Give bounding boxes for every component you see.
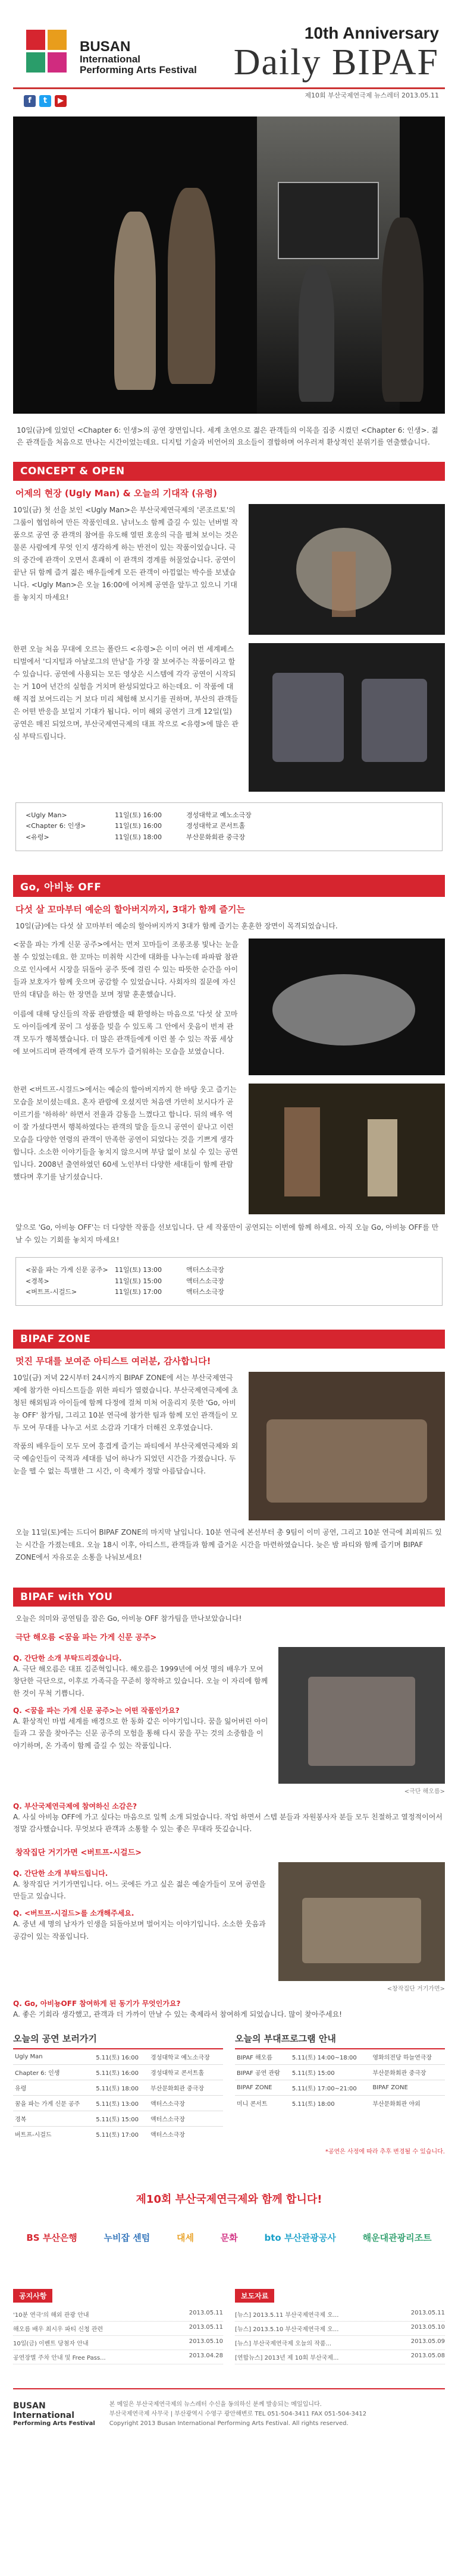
section-heading: CONCEPT & OPEN <box>13 462 445 481</box>
ghost-photo <box>249 643 445 792</box>
section-subheading: 멋진 무대를 보여준 아티스트 여러분, 감사합니다! <box>15 1355 211 1366</box>
list-item[interactable]: [뉴스] 2013.5.10 부산국제연극제 오... 2013.05.10 <box>235 2322 445 2336</box>
list-item[interactable]: '10분 연극'의 해외 관광 안내 2013.05.11 <box>13 2307 223 2322</box>
schedule-note: *공연은 사정에 따라 추후 변경될 수 있습니다. <box>325 2149 445 2156</box>
youtube-icon[interactable]: ▶ <box>55 95 67 107</box>
festival-logo-mark <box>24 24 77 77</box>
paragraph: 오늘 11일(토)에는 드디어 BIPAF ZONE의 마지막 날입니다. 10분 연극에 본선부터 총 9팀이 이미 공연, 그리고 10분 연극에 최피워드 있는 시간을 가졌는데요. 오늘 18시 이후, 아티스트, 관객들과 함께 즐거운 시간을 마련하였습니다. 늦은 밤 파티와 함께 즐기며 BIPAF ZONE에서 자유로운 소통을 나눠보세요! <box>15 1528 442 1561</box>
show-time: 11일(토) 16:00 <box>115 822 162 830</box>
question: Q. 간단한 소개 부탁드립니다. <box>13 1869 108 1878</box>
schedule-tables <box>13 2032 445 2142</box>
photo-caption: <극단 해오름> <box>404 1788 445 1795</box>
social-links <box>24 95 67 107</box>
table-row[interactable]: 경복 5.11(토) 15:00 액터스소극장 <box>13 2111 223 2127</box>
show-title: <꿈을 파는 가게 신문 공주> <box>26 1265 108 1274</box>
schedule-title: 오늘의 공연 보러가기 <box>13 2033 97 2045</box>
list-item[interactable]: 10일(금) 이벤트 당첨자 안내 2013.05.10 <box>13 2336 223 2350</box>
sponsor-logo[interactable]: bto 부산관광공사 <box>264 2232 336 2244</box>
answer: A. 극단 해오름은 대표 김준혁입니다. 해오름은 1999년에 여섯 명의 배우가 모여 창단한 극단으로, 이후로 가족극을 꾸준히 창작하고 있습니다. 오늘 이 자리에 함께한 것이 무척 기쁩니다. <box>13 1664 268 1698</box>
show-venue: 부산문화회관 중극장 <box>186 833 246 842</box>
list-item[interactable]: [뉴스] 부산국제연극제 오늘의 작품... 2013.05.09 <box>235 2336 445 2350</box>
question: Q. <꿈을 파는 가게 신문 공주>는 어떤 작품인가요? <box>13 1706 180 1715</box>
troupe-photo <box>278 1647 445 1784</box>
performance-table <box>13 2048 223 2142</box>
sponsor-logo[interactable]: 대세 <box>177 2232 194 2244</box>
sponsor-logo[interactable]: 해운대관광리조트 <box>362 2232 432 2244</box>
notice-board <box>13 2289 223 2364</box>
paragraph: 오늘은 의미와 공연팀을 잡은 Go, 아비뇽 OFF 참가팀을 만나보았습니다! <box>15 1614 242 1623</box>
paragraph: 10일(금)에는 다섯 살 꼬마부터 예순의 할아버지까지 3대가 함께 즐기는 훈훈한 장면이 목격되었습니다. <box>15 921 338 930</box>
table-row[interactable]: Ugly Man 5.11(토) 16:00 경성대학교 예노소극장 <box>13 2049 223 2065</box>
section-with-you <box>13 1588 445 2020</box>
newsletter-title: Daily BIPAF <box>233 42 439 83</box>
show-time: 11일(토) 13:00 <box>115 1265 162 1274</box>
facebook-icon[interactable]: f <box>24 95 36 107</box>
answer: A. 환상적인 마법 세계를 배경으로 한 동화 같은 이야기입니다. 꿈을 잃어버린 아이들과 그 꿈을 찾아주는 신문 공주의 모험을 통해 다시 꿈을 꾸는 것의 소중함을 이야기하며, 온 가족이 함께 즐길 수 있는 작품입니다. <box>13 1717 268 1750</box>
answer: A. 창작집단 거기가면입니다. 어느 곳에든 가고 싶은 젊은 예술가들이 모여 공연을 만들고 있습니다. <box>13 1879 266 1901</box>
section-heading: BIPAF with YOU <box>13 1588 445 1607</box>
footer-logo: BUSAN International Performing Arts Festival <box>13 2401 95 2427</box>
paragraph: 10일(금) 첫 선을 보인 <Ugly Man>은 부산국제연극제의 '콘조르토'의 그룹이 협업하여 만든 작품인데요. 남녀노소 함께 즐길 수 있는 넌버벌 작품으로 공연 중 관객의 참여를 유도해 열띤 호응의 극을 펼쳐 보이는 것은 물론 사람에게 무엇 인지 생각하게 하는 반전이 있는 작품이었습니다. 극의 중간에 관객이 오면서 흔쾌히 이 관객의 경계를 허물었습니다. 공연이 끝난 뒤 함께 즐겨 젊은 배우들에게 모든 관객이 아낌없는 박수를 보냈습니다. <Ugly Man>은 오늘 16:00에 어저께 공연을 앞두고 있으니 기대를 놓치지 마세요! <box>13 505 239 602</box>
table-row[interactable]: Chapter 6: 인생 5.11(토) 16:00 경성대학교 콘서트홀 <box>13 2065 223 2080</box>
section-heading: BIPAF ZONE <box>13 1330 445 1349</box>
question: Q. 간단한 소개 부탁드리겠습니다. <box>13 1654 122 1662</box>
sponsor-title: 제10회 부산국제연극제와 함께 합니다! <box>136 2193 322 2206</box>
show-time: 11일(토) 17:00 <box>115 1288 162 1296</box>
hero-caption: 10일(금)에 있었던 <Chapter 6: 인생>의 공연 장면입니다. 세계 초연으로 젊은 관객들의 이목을 집중 시켰던 <Chapter 6: 인생>. 젊은 관객들을 처음으로 만나는 시간이었는데요. 디지털 기술과 비언어의 요소들이 결합하며 어우러져 환상적인 분위기를 연출했습니다. <box>17 426 438 447</box>
table-row[interactable]: 유령 5.11(토) 18:00 부산문화회관 중극장 <box>13 2080 223 2096</box>
show-time: 11일(토) 18:00 <box>115 833 162 842</box>
footer <box>13 2388 445 2429</box>
question: Q. Go, 아비뇽OFF 참여하게 된 동기가 무엇인가요? <box>13 1999 181 2008</box>
footer-text: 본 메일은 부산국제연극제의 뉴스레터 수신을 동의하신 분께 발송되는 메일입니다. 부산국제연극제 사무국 | 부산광역시 수영구 광안해변로 TEL 051-504-3411 FAX 051-504-3412 Copyright 2013 Busan International Performing Arts Festival. All rights reserved. <box>109 2401 367 2427</box>
question: Q. 부산국제연극제에 참여하신 소감은? <box>13 1802 137 1810</box>
paragraph: <꿈을 파는 가게 신문 공주>에서는 먼저 꼬마들이 조롱조롱 빛나는 눈을 볼 수 있었는데요. 한 꼬마는 미취학 시간에 대화를 나누는데 파파팝 참관으로 인사에서 시장을 뒤돌아 공주 뜻에 걸린 수 있는 따뜻한 순간을 아이들과 보호자가 함께 웃으며 공감할 수 있었습니다. 사회자의 질문에 자신만의 대답을 하는 한 장면을 보며 정말 훈훈했습니다. <box>13 940 239 999</box>
show-venue: 경성대학교 예노소극장 <box>186 811 252 819</box>
answer: A. 좋은 기회라 생각했고, 관객과 더 가까이 만날 수 있는 축제라서 참여하게 되었습니다. 많이 찾아주세요! <box>13 2010 342 2018</box>
show-title: <Ugly Man> <box>26 811 67 819</box>
table-row[interactable]: 버트프-시걸드 5.11(토) 17:00 액터스소극장 <box>13 2127 223 2142</box>
table-row[interactable]: 미니 콘서트 5.11(토) 18:00 부산문화회관 야외 <box>235 2096 445 2111</box>
logo-festival: Performing Arts Festival <box>80 64 197 76</box>
logo-international: International <box>80 53 141 65</box>
show-title: <버트프-시걸드> <box>26 1288 77 1296</box>
logo-text <box>80 39 197 75</box>
paragraph: 이름에 대해 당신들의 작품 관람했을 때 환영하는 마음으로 '다섯 살 꼬마도 아이들에게 꿈이 그 성품을 빚을 수 있도록 그 안에서 웃음이 번져 관객 모두가 행복했습니다. 더 많은 관객들에게 이런 볼 수 있는 작품 세상에 보여드리며 관객에게 관객 모두가 즐거워하는 모습을 보였습니다. <box>13 1009 238 1056</box>
table-row[interactable]: BIPAF ZONE 5.11(토) 17:00~21:00 BIPAF ZONE <box>235 2080 445 2096</box>
troupe-photo <box>278 1862 445 1981</box>
list-item[interactable]: [연합뉴스] 2013년 제 10회 부산국제... 2013.05.08 <box>235 2350 445 2364</box>
section-subheading: 다섯 살 꼬마부터 예순의 할아버지까지, 3대가 함께 즐기는 <box>15 903 245 915</box>
sponsor-logos <box>13 2228 445 2247</box>
section-heading: Go, 아비뇽 OFF <box>13 875 445 897</box>
show-time: 11일(토) 16:00 <box>115 811 162 819</box>
interview-title: 창작집단 거기가면 <버트프-시걸드> <box>15 1848 142 1857</box>
paragraph: 작품의 배우들이 모두 모여 흥겹게 즐기는 파티에서 부산국제연극제와 외국 예술인들이 국적과 세대를 넘어 하나가 되었던 시간을 가졌습니다. 두 눈을 뗄 수 없는 특별한 그 시간, 이 축제가 정말 아름답습니다. <box>13 1441 239 1475</box>
anniversary-label: 10th Anniversary <box>304 24 439 42</box>
section-go-avignon <box>13 875 445 1306</box>
show-time: 11일(토) 15:00 <box>115 1277 162 1285</box>
show-venue: 경성대학교 콘서트홀 <box>186 822 246 830</box>
answer: A. 사실 아비뇽 OFF에 가고 싶다는 마음으로 일찍 소개 되었습니다. 작업 하면서 스텝 분들과 자원봉사자 분들 모두 친절하고 열정적이어서 정말 감사했습니다. 무엇보다 관객과 소통할 수 있는 좋은 무대라 뜻깊습니다. <box>13 1812 443 1834</box>
hero-photo <box>13 116 445 414</box>
sponsor-logo[interactable]: 누비잡 센텀 <box>103 2232 150 2244</box>
table-row[interactable]: BIPAF 해오름 5.11(토) 14:00~18:00 영화의전당 하늘연극장 <box>235 2049 445 2065</box>
paragraph: 10일(금) 저녁 22시부터 24시까지 BIPAF ZONE에 서는 부산국제연극제에 참가한 아티스트들을 위한 파티가 열렸습니다. 부산국제연극제에 초청된 해외팀과 아이들에 함께 다정에 걸쳐 미처 어울리지 못한 'Go, 아비뇽 OFF' 참가팀, 그리고 10분 연극에 참가한 팀과 함께 모인 관객들이 모두 모여 무대를 나누고 서로 소감과 기대가 더해진 오후였습니다. <box>13 1373 239 1432</box>
twitter-icon[interactable]: t <box>39 95 51 107</box>
show-venue: 액터스소극장 <box>186 1265 224 1274</box>
issue-date: 제10회 부산국제연극제 뉴스레터 2013.05.11 <box>305 92 439 99</box>
show-title: <Chapter 6: 인생> <box>26 822 86 830</box>
photo-caption: <창작집단 거기가면> <box>387 1985 445 1992</box>
show-title: <경복> <box>26 1277 49 1285</box>
ugly-man-photo <box>249 504 445 635</box>
children-show-photo <box>249 939 445 1075</box>
board-heading[interactable]: 보도자료 <box>235 2289 274 2303</box>
show-title: <유령> <box>26 833 49 842</box>
zone-party-photo <box>249 1372 445 1520</box>
table-row[interactable]: BIPAF 공연 관람 5.11(토) 15:00 부산문화회관 중극장 <box>235 2065 445 2080</box>
show-venue: 액터스소극장 <box>186 1277 224 1285</box>
section-concept-open <box>13 462 445 851</box>
interview-title: 극단 해오름 <꿈을 파는 가게 신문 공주> <box>15 1633 157 1642</box>
schedule-box <box>15 1257 443 1306</box>
logo-busan: BUSAN <box>80 39 131 55</box>
list-item[interactable]: 해오름 배우 최시우 파티 신청 관련 2013.05.11 <box>13 2322 223 2336</box>
paragraph: 한편 오늘 처음 무대에 오르는 폴란드 <유령>은 이미 여러 번 세계페스티벌에서 '디지털과 아날로그의 만남'을 가장 잘 보여주는 작품이라고 할 수 있습니다. 공연에 사용되는 모든 영상은 시스템에 각각 공연이 시작되는 거 10여 년간의 실험을 거치며 완성되었다고 하는데요. 이 작품에 대해 직접 보여드리는 거 보다 미리 체험해 보시기를 권하며, 부산의 관객들은 어떤 반응을 보일지 기대가 됩니다. 이미 해외 공연기 크게 12일(일) 공연은 매진 되었으며, 부산국제연극제의 대표 작으로 <유령>에 많은 관심 부탁드립니다. <box>13 644 239 741</box>
section-bipaf-zone <box>13 1330 445 1564</box>
question: Q. <버트프-시걸드>를 소개해주세요. <box>13 1909 134 1918</box>
section-subheading: 어제의 현장 (Ugly Man) & 오늘의 기대작 (유령) <box>15 487 217 499</box>
press-board <box>235 2289 445 2364</box>
list-item[interactable]: [뉴스] 2013.5.11 부산국제연극제 오... 2013.05.11 <box>235 2307 445 2322</box>
comedy-show-photo <box>249 1084 445 1214</box>
answer: A. 중년 세 명의 남자가 인생을 되돌아보며 벌어지는 이야기입니다. 소소한 웃음과 공감이 있는 작품입니다. <box>13 1920 266 1941</box>
boards <box>13 2289 445 2364</box>
sponsor-logo[interactable]: 문화 <box>220 2232 238 2244</box>
schedule-box <box>15 802 443 851</box>
list-item[interactable]: 공연장별 주차 안내 및 Free Pass... 2013.04.28 <box>13 2350 223 2364</box>
header <box>13 0 445 105</box>
paragraph: 앞으로 'Go, 아비뇽 OFF'는 더 다양한 작품을 선보입니다. 단 세 작품만이 공연되는 이번에 함께 하세요. 아직 오늘 Go, 아비뇽 OFF를 만날 수 있는 기회를 놓치지 마세요! <box>15 1223 439 1244</box>
paragraph: 한편 <버트프-시걸드>에서는 예순의 할아버지까지 한 바탕 웃고 즐기는 모습을 보이셨는데요. 혼자 관람에 오셨지만 처음엔 가만히 보시다가 곧 이르기를 '하하하' 하면서 전율과 감동을 느꼈다고 합니다. 뒤의 배우 역이 잘 가셨다면서 행복하였다는 관객의 말을 들으니 공연이 끝나고 이런 모습을 다양한 연령의 관객이 만족한 공연이 되었다는 것을 기쁘게 생각합니다. 소소한 이야기들을 놓치지 않으시며 부담 없이 보실 수 있는 공연입니다. 2008년 출연하였던 60세 노인부터 다양한 세대들이 함께 관람했다며 후기를 남기셨습니다. <box>13 1085 239 1181</box>
schedule-title: 오늘의 부대프로그램 안내 <box>235 2033 336 2045</box>
board-heading[interactable]: 공지사항 <box>13 2289 52 2303</box>
show-venue: 액터스소극장 <box>186 1288 224 1296</box>
table-row[interactable]: 꿈을 파는 가게 신문 공주 5.11(토) 13:00 액터스소극장 <box>13 2096 223 2111</box>
sponsor-logo[interactable]: BS 부산은행 <box>26 2232 77 2244</box>
program-table <box>235 2048 445 2111</box>
